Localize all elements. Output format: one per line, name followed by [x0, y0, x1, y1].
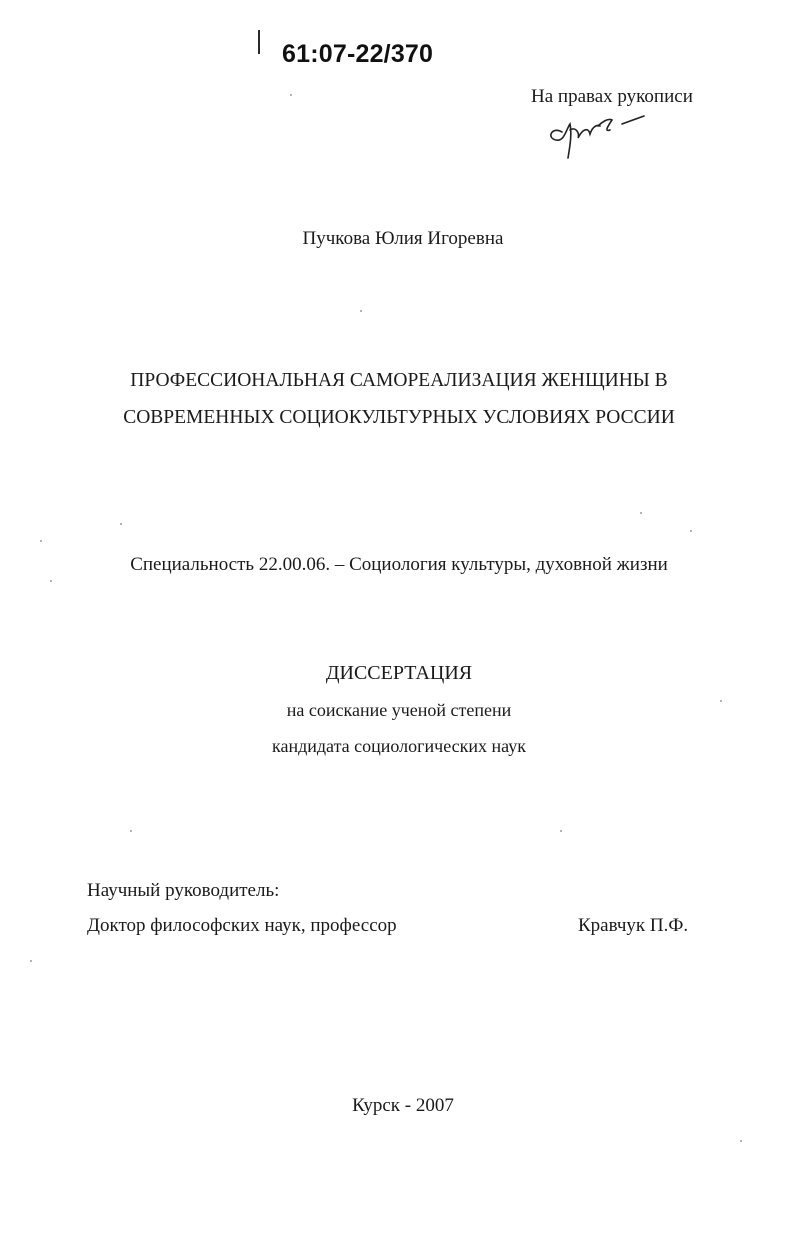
archive-code-stamp: 61:07-22/370	[282, 40, 434, 68]
specialty-line: Специальность 22.00.06. – Социология культуры, духовной жизни	[130, 554, 668, 575]
degree-line-1: на соискание ученой степени	[286, 700, 512, 720]
author-name: Пучкова Юлия Игоревна	[302, 228, 504, 249]
supervisor-title: Доктор философских наук, профессор	[87, 915, 397, 936]
scan-speck	[560, 830, 562, 832]
handwritten-signature	[540, 104, 660, 164]
scan-speck	[740, 1140, 742, 1142]
supervisor-name: Кравчук П.Ф.	[578, 915, 689, 936]
degree-line-2: кандидата социологических наук	[272, 736, 526, 756]
document-type-heading: ДИССЕРТАЦИЯ	[325, 662, 473, 684]
scan-speck	[690, 530, 692, 532]
scan-speck	[720, 700, 722, 702]
scan-speck	[120, 523, 122, 525]
rights-note: На правах рукописи	[531, 86, 693, 107]
stamp-mark	[258, 30, 260, 54]
place-and-year: Курск - 2007	[352, 1095, 454, 1116]
scan-speck	[360, 310, 362, 312]
dissertation-title-line-2: СОВРЕМЕННЫХ СОЦИОКУЛЬТУРНЫХ УСЛОВИЯХ РОССИИ	[123, 407, 675, 428]
scan-speck	[130, 830, 132, 832]
scan-speck	[290, 94, 292, 96]
scan-speck	[30, 960, 32, 962]
dissertation-title-line-1: ПРОФЕССИОНАЛЬНАЯ САМОРЕАЛИЗАЦИЯ ЖЕНЩИНЫ В	[130, 370, 668, 391]
scan-speck	[40, 540, 42, 542]
supervisor-label: Научный руководитель:	[87, 880, 280, 901]
scan-speck	[50, 580, 52, 582]
scan-speck	[640, 512, 642, 514]
